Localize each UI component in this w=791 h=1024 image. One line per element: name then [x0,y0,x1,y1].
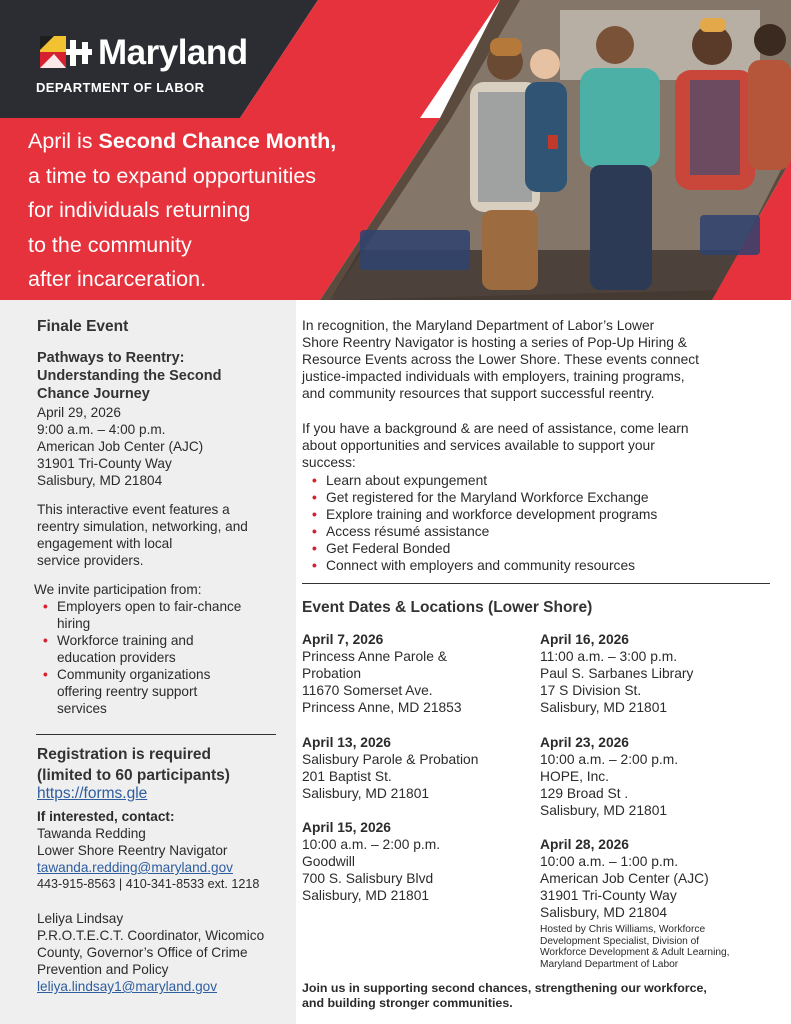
list-item [37,632,292,666]
finale-street: 31901 Tri-County Way [37,456,172,471]
list-item-line: hiring [57,616,91,631]
event-dates-heading: Event Dates & Locations (Lower Shore) [302,599,593,616]
left-divider [36,734,276,735]
event-date: April 23, 2026 [540,735,629,750]
event-line: Goodwill [302,854,355,869]
headline-bold: Second Chance Month, [98,129,337,153]
event-line: Princess Anne Parole & [302,649,447,664]
event-line: 11:00 a.m. – 3:00 p.m. [540,649,678,664]
headline-line: after incarceration. [28,267,207,291]
list-item-line: offering reentry support [57,684,198,699]
hosted-line: Hosted by Chris Williams, Workforce [540,924,706,935]
contact-email-link[interactable]: leliya.lindsay1@maryland.gov [37,979,218,994]
contact-title: Lower Shore Reentry Navigator [37,843,228,858]
list-item [37,598,292,632]
list-item-line: • Workforce training and [57,633,194,648]
list-item: • Get Federal Bonded [306,540,776,557]
maryland-logo [36,30,248,74]
event-line: Salisbury, MD 21801 [302,888,430,903]
paragraph-line: justice-impacted individuals with employers, training programs, [302,369,685,384]
hosted-line: Workforce Development & Adult Learning, [540,947,730,958]
event-date: April 16, 2026 [540,632,629,647]
event-line: American Job Center (AJC) [540,871,709,886]
contact-leliya [37,910,299,995]
list-item: • Explore training and workforce development programs [306,506,776,523]
registration-heading [37,744,292,786]
event-date: April 13, 2026 [302,735,391,750]
registration-heading-line: Registration is required [37,746,211,763]
contact-title-line: P.R.O.T.E.C.T. Coordinator, Wicomico [37,928,265,943]
list-item-line: • Employers open to fair-chance [57,599,242,614]
invite-heading: We invite participation from: [34,582,202,597]
event-line: 700 S. Salisbury Blvd [302,871,434,886]
org-name: Maryland [98,32,248,72]
list-item: • Access résumé assistance [306,523,776,540]
maryland-flag-icon [36,30,94,74]
event-line: 17 S Division St. [540,683,642,698]
event-card [540,631,770,716]
event-line: 201 Baptist St. [302,769,392,784]
description-line: service providers. [37,553,144,568]
contact-heading: If interested, contact: [37,809,175,824]
registration-heading-line: (limited to 60 participants) [37,767,230,784]
contact-title-line: Prevention and Policy [37,962,169,977]
list-item-line: education providers [57,650,176,665]
paragraph-line: about opportunities and services available to support your [302,438,655,453]
finale-title-line: Chance Journey [37,386,150,402]
paragraph-line: In recognition, the Maryland Department of Labor’s Lower [302,318,655,333]
list-item: • Learn about expungement [306,472,776,489]
finale-title-line: Pathways to Reentry: [37,350,185,366]
event-card [540,836,770,921]
finale-date: April 29, 2026 [37,405,121,420]
finale-venue: American Job Center (AJC) [37,439,204,454]
description-line: engagement with local [37,536,173,551]
event-line: HOPE, Inc. [540,769,610,784]
event-card [302,819,532,904]
event-card [302,631,532,716]
event-date: April 7, 2026 [302,632,384,647]
paragraph-line: Resource Events across the Lower Shore. These events connect [302,352,700,367]
paragraph-line: success: [302,455,356,470]
invite-list [37,598,292,717]
event-line: Salisbury, MD 21804 [540,905,668,920]
finale-details [37,404,292,489]
event-line: 11670 Somerset Ave. [302,683,433,698]
finale-section-title: Finale Event [37,318,129,335]
event-line: 10:00 a.m. – 2:00 p.m. [302,837,441,852]
description-line: reentry simulation, networking, and [37,519,248,534]
headline-line: to the community [28,232,192,257]
registration-link-wrap [37,785,292,802]
paragraph-line: If you have a background & are need of assistance, come learn [302,421,689,436]
footer-line: and building stronger communities. [302,996,513,1010]
department-name: DEPARTMENT OF LABOR [36,80,205,95]
header-banner [0,0,791,300]
event-date: April 28, 2026 [540,837,629,852]
list-item: • Connect with employers and community resources [306,557,776,574]
list-item-line: • Community organizations [57,667,211,682]
headline-line: for individuals returning [28,198,251,222]
hosted-by-note [540,924,770,970]
hosted-line: Development Specialist, Division of [540,935,700,947]
event-line: 129 Broad St . [540,786,629,801]
contact-tawanda [37,825,299,893]
contact-phone: 443-915-8563 | 410-341-8533 ext. 1218 [37,877,260,891]
headline-line: a time to expand opportunities [28,163,317,188]
event-card [540,734,770,819]
headline-prefix: April is [28,129,99,153]
registration-link[interactable]: https://forms.gle [37,785,148,802]
hosted-line: Maryland Department of Labor [540,958,679,970]
finale-title-line: Understanding the Second [37,368,222,384]
assistance-paragraph [302,420,772,471]
event-line: Probation [302,666,362,681]
footer-line: Join us in supporting second chances, strengthening our workforce, [302,981,707,995]
event-card [302,734,532,802]
event-line: Princess Anne, MD 21853 [302,700,462,715]
event-line: Salisbury, MD 21801 [540,803,668,818]
event-line: 10:00 a.m. – 1:00 p.m. [540,854,679,869]
event-line: Salisbury, MD 21801 [540,700,668,715]
headline [28,124,408,297]
finale-event-title [37,349,292,403]
contact-name: Tawanda Redding [37,826,146,841]
event-line: Paul S. Sarbanes Library [540,666,694,681]
left-panel [0,300,296,1024]
finale-description [37,501,292,569]
event-date: April 15, 2026 [302,820,391,835]
paragraph-line: Shore Reentry Navigator is hosting a series of Pop-Up Hiring & [302,335,687,350]
right-divider [302,583,770,584]
event-line: 10:00 a.m. – 2:00 p.m. [540,752,679,767]
list-item [37,666,292,717]
footer-tagline [302,981,782,1011]
event-line: Salisbury Parole & Probation [302,752,479,767]
paragraph-line: and community resources that support successful reentry. [302,386,655,401]
contact-name: Leliya Lindsay [37,911,124,926]
list-item: • Get registered for the Maryland Workforce Exchange [306,489,776,506]
event-line: 31901 Tri-County Way [540,888,677,903]
intro-paragraph [302,317,772,402]
assistance-list [306,472,776,574]
contact-title-line: County, Governor’s Office of Crime [37,945,248,960]
description-line: This interactive event features a [37,502,230,517]
finale-time: 9:00 a.m. – 4:00 p.m. [37,422,166,437]
contact-email-link[interactable]: tawanda.redding@maryland.gov [37,860,233,875]
finale-city: Salisbury, MD 21804 [37,473,163,488]
list-item-line: services [57,701,107,716]
event-line: Salisbury, MD 21801 [302,786,430,801]
